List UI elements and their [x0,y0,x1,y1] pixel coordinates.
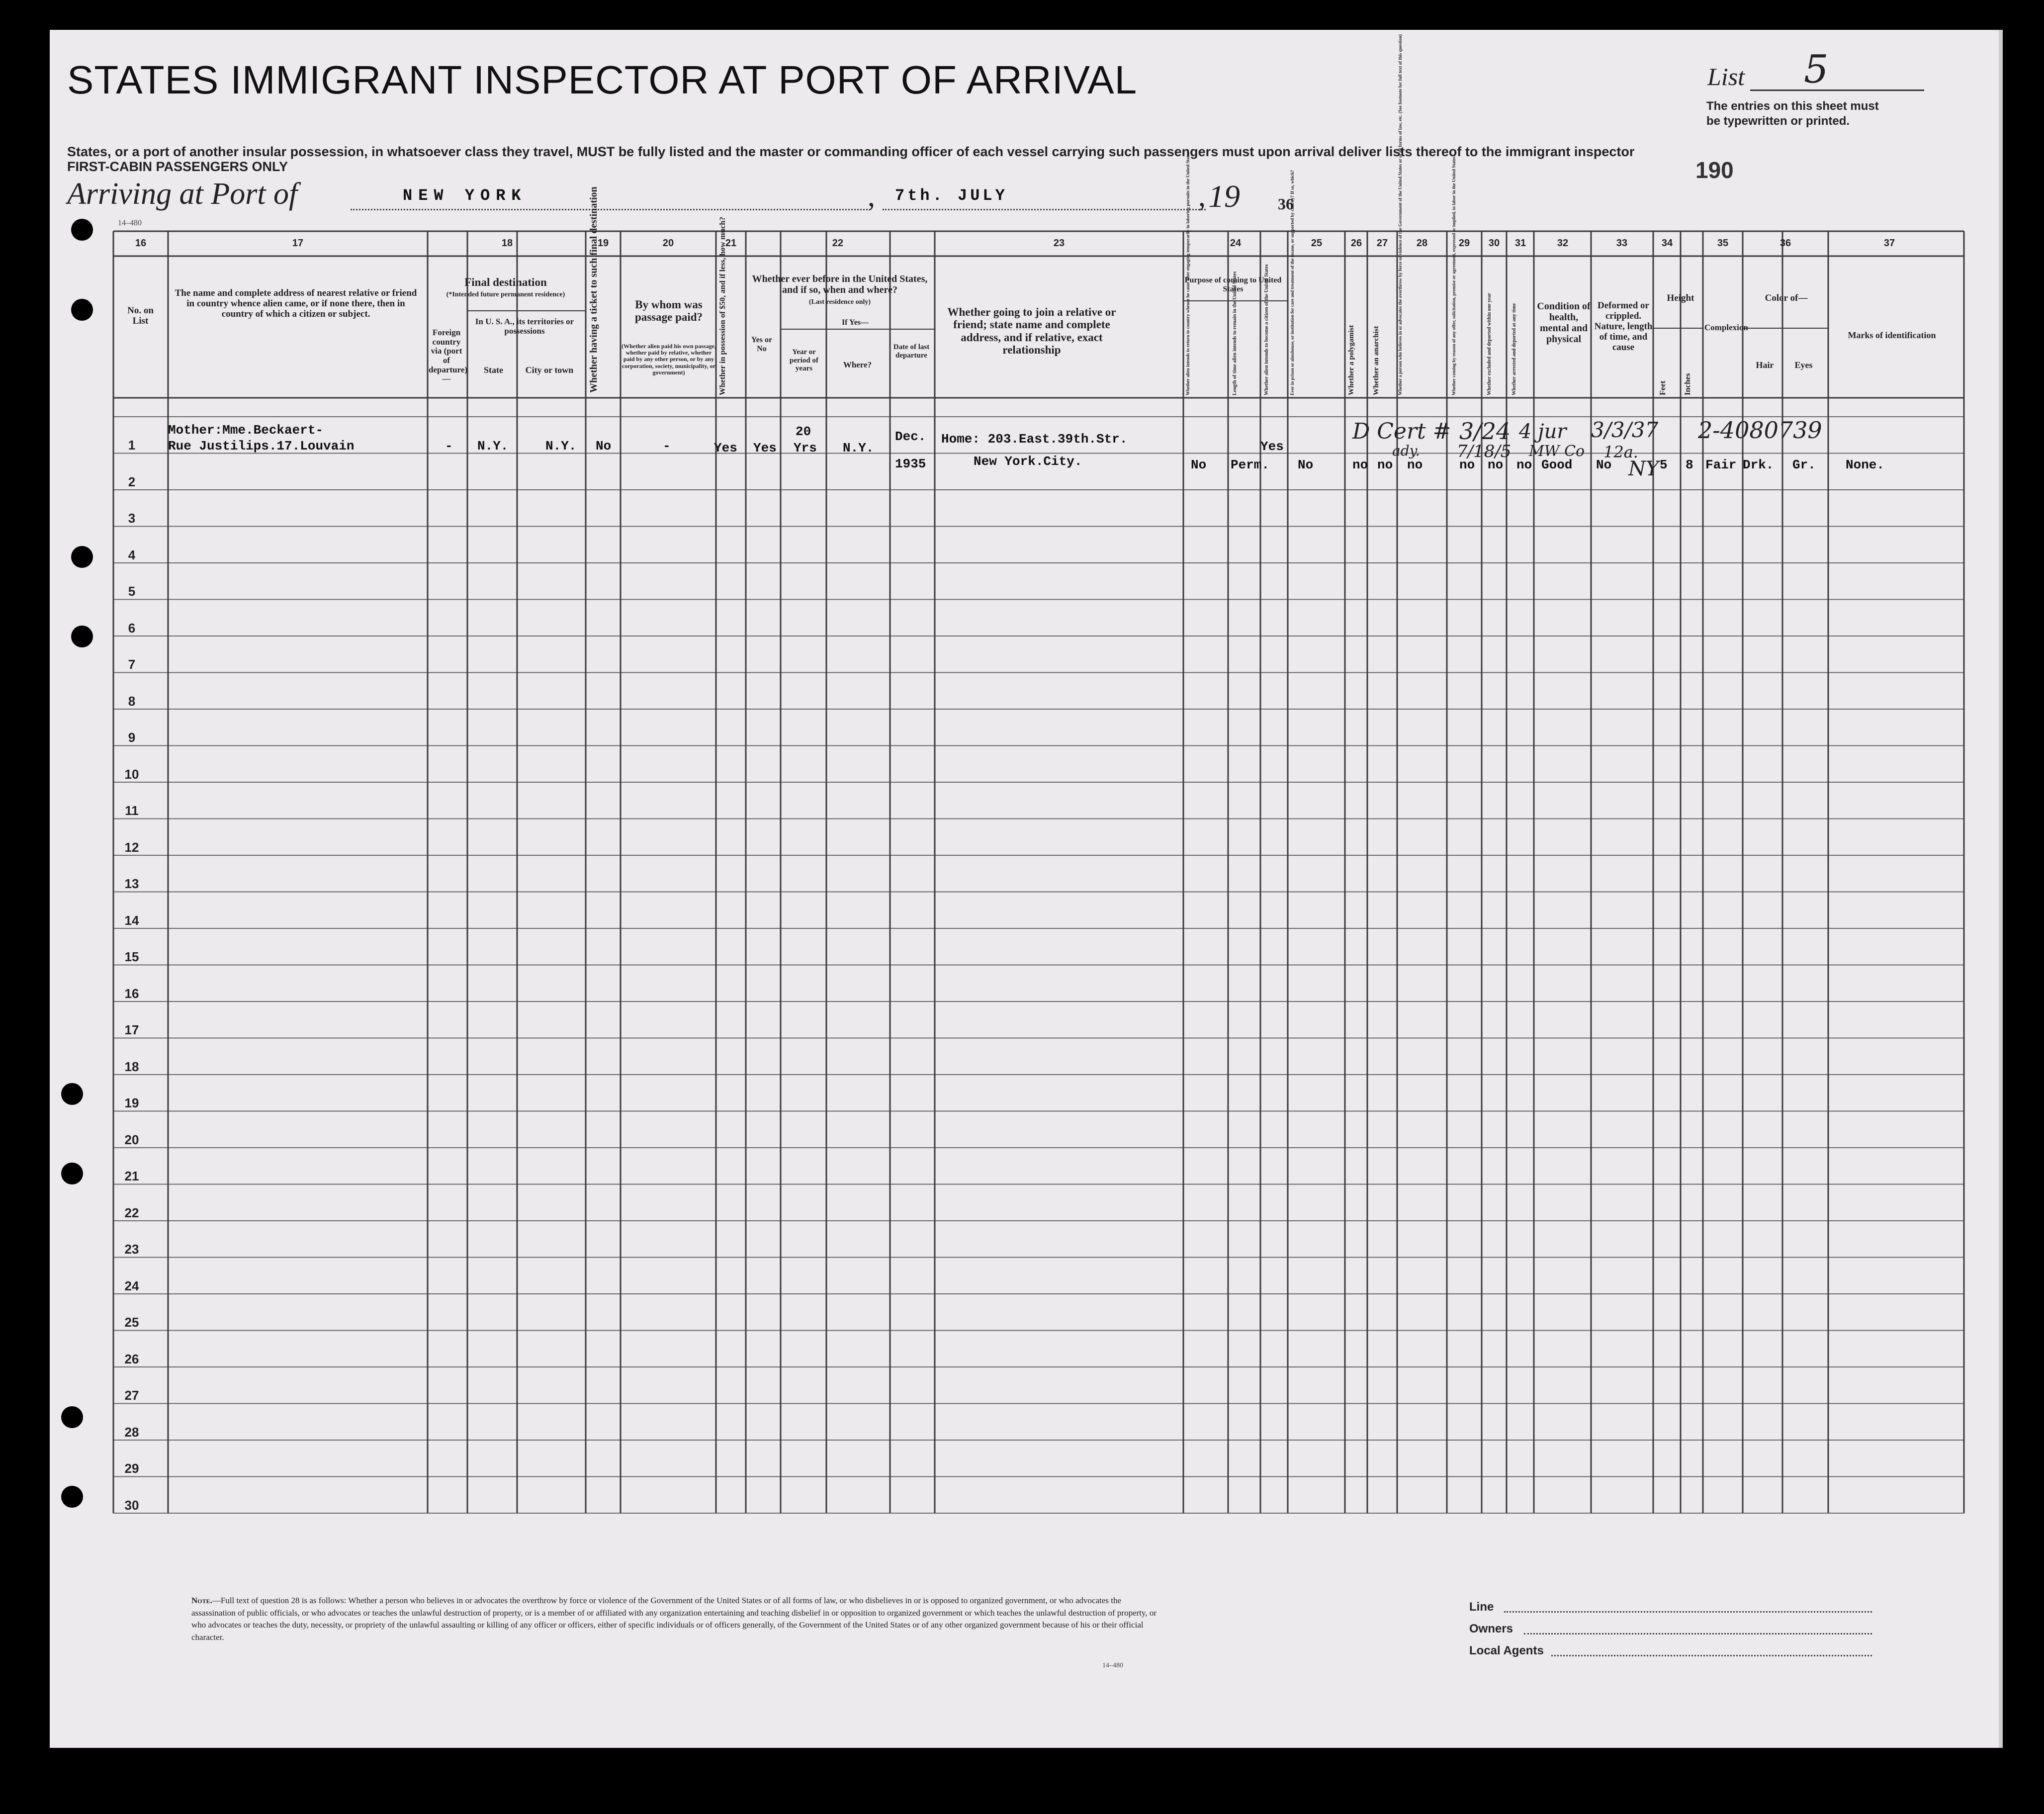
row-number: 20 [124,1132,139,1147]
footnote-text: —Full text of question 28 is as follows: Whether a person who believes in or advocates the overthrow by force or violence of the Government of the United States or of all forms of law, or who disbelieves in or is opposed to organized government, or who advocates the assassination of public officials, or who advocates or teaches the unlawful destruction of property, or is a member of or affiliated with any organization entertaining and teaching disbelief in or opposition to organized government or which teaches the unlawful destruction of property, or who advocates or teaches the duty, necessity, or propriety of the unlawful assaulting or killing of any officer or officers, either of specific individuals or of officers generally, of the Government of the United States or of any other organized government because of his or their official character. [191,1596,1157,1642]
header-color-of: Color of— [1765,293,1808,303]
column-number: 32 [1557,238,1569,249]
column-number: 31 [1514,238,1526,249]
handwritten-date: 3/3/37 [1591,418,1659,442]
row-number: 2 [128,474,136,489]
header-polygamist: Whether a polygamist [1347,325,1355,395]
row-number: 9 [128,730,136,745]
header-ever-before: Whether ever before in the United States, and if so, when and where? [752,273,928,295]
header-no-on-list: No. on List [127,305,154,326]
joining-line1: Home: 203.East.39th.Str. [941,432,1128,447]
before-years-value: 20 [796,424,811,439]
line-field [1504,1611,1872,1613]
header-ticket: Whether having a ticket to such final destination [588,186,599,393]
anarchist-value: no [1377,457,1393,472]
handwritten-note: NY [1628,457,1659,480]
header-return-intent: Whether alien intends to return to country whence he came after engaging temporarily in laboring pursuits in the United States [1185,152,1190,395]
citizen-intent-value: Yes [1260,439,1284,454]
header-anarchist: Whether an anarchist [1372,326,1380,395]
row-number: 14 [124,912,139,928]
hair-value: Drk. [1743,457,1774,472]
row-number: 27 [124,1388,139,1403]
row-number: 6 [128,620,136,635]
header-final-destination-note: (*Intended future permanent residence) [446,291,565,298]
list-label: List [1707,63,1745,91]
relative-line1: Mother:Mme.Beckaert- [168,423,324,438]
list-number: 5 [1804,47,1829,92]
column-number: 36 [1779,238,1791,249]
row-number: 15 [124,949,139,964]
row-number: 28 [124,1424,139,1440]
marks-value: None. [1846,457,1885,472]
header-passage-paid: By whom was passage paid? [634,298,703,324]
inches-value: 8 [1686,457,1693,472]
header-height: Height [1667,293,1694,303]
row-number: 11 [125,803,139,818]
column-number: 37 [1883,238,1895,249]
comma: , [1198,180,1206,212]
form-subtitle: States, or a port of another insular possession, in whatsoever class they travel, MUST be fully listed and the master or commanding officer of each vessel carrying such passengers must upon arrival deliver lists thereof to the immigrant inspector [67,144,1635,159]
header-foreign-country: Foreign country via (port of departure)— [429,328,468,384]
header-inches: Inches [1684,373,1692,395]
header-joining: Whether going to join a relative or friend; state name and complete address, and if relative, exact relationship [947,306,1116,356]
row-number: 29 [124,1461,139,1476]
header-year-period: Year or period of years [790,348,818,372]
foreign-via: - [445,439,453,454]
date-value: 7th. JULY [895,186,1008,205]
agents-label: Local Agents [1469,1644,1544,1657]
health-value: Good [1541,457,1573,472]
row-number: 23 [124,1242,139,1257]
row-number: 22 [124,1205,139,1220]
row-number: 18 [124,1059,139,1074]
ticket-value: No [596,439,612,454]
row-number: 8 [128,693,136,709]
row-number: 13 [124,876,139,891]
column-number: 16 [135,238,147,249]
header-citizen-intent: Whether alien intends to become a citizen of the United States [1264,264,1269,395]
footnote-label: Note. [191,1596,212,1605]
column-number: 20 [662,238,674,249]
header-deformed: Deformed or crippled. Nature, length of time, and cause [1594,300,1653,353]
column-number: 28 [1416,238,1428,249]
row-number: 19 [124,1095,139,1110]
row-number: 21 [124,1169,139,1183]
dest-city: N.Y. [545,439,577,454]
prison-value: No [1298,457,1314,472]
row-number: 10 [124,766,139,782]
column-number: 29 [1458,238,1470,249]
header-city: City or town [525,365,574,375]
column-number: 27 [1376,238,1388,249]
handwritten-date: 7/18/5 [1457,442,1511,461]
header-offer-labor: Whether coming by reason of any offer, solicitation, promise or agreement, expressed or implied, to labor in the United States [1451,156,1456,395]
deformed-value: No [1596,457,1612,472]
header-purpose: Purpose of coming to United States [1184,276,1282,293]
header-overthrow: Whether a person who believes in or advocates the overthrow by force or violence of the Government of the United States or of all forms of law, etc. (See footnote for full text of this question) [1398,34,1403,395]
header-length-stay: Length of time alien intends to remain in the United States [1232,271,1238,395]
row-number: 26 [124,1351,139,1366]
before-years-unit: Yrs [794,441,817,455]
header-date-departure: Date of last departure [893,343,930,360]
year-suffix: 36 [1278,195,1294,213]
header-relative: The name and complete address of nearest relative or friend in country whence alien came, or if none there, then in country of which a citizen or subject. [175,288,417,319]
handwritten-cert: D Cert # [1352,419,1451,444]
header-yes-no: Yes or No [751,336,773,353]
form-number: 14–480 [1102,1662,1123,1669]
column-number: 30 [1488,238,1500,249]
row-number: 12 [124,839,139,855]
header-complexion: Complexion [1704,323,1748,332]
header-marks: Marks of identification [1848,330,1936,340]
offer-labor-value: no [1459,457,1475,472]
port-value: NEW YORK [403,186,527,205]
before-where-value: N.Y. [843,441,874,455]
column-number: 26 [1350,238,1362,249]
header-arrested: Whether arrested and deported at any time [1511,303,1517,395]
header-hair: Hair [1756,360,1774,370]
eyes-value: Gr. [1792,457,1816,472]
comma: , [868,180,875,212]
header-final-destination: Final destination [464,276,547,288]
column-number: 22 [832,238,844,249]
header-passage-paid-note: (Whether alien paid his own passage, whether paid by relative, whether paid by any other person, or by any corporation, society, municipality, or government) [622,343,716,376]
footnote [191,1595,1166,1644]
typed-note: be typewritten or printed. [1706,114,1850,128]
page-number: 190 [1695,157,1734,183]
complexion-value: Fair [1705,457,1737,472]
header-state: State [484,365,503,375]
line-label: Line [1469,1600,1494,1614]
row-number: 30 [124,1497,139,1513]
header-ever-before-note: (Last residence only) [808,298,871,306]
header-health: Condition of health, mental and physical [1537,301,1591,345]
handwritten-note: 4 jur [1519,420,1567,443]
form-code: 14–480 [118,219,142,227]
handwritten-date: 3/24 [1459,418,1511,445]
column-number: 18 [501,238,513,249]
column-number: 24 [1230,238,1242,249]
row-number: 17 [124,1022,139,1037]
year-prefix: 19 [1208,179,1240,214]
joining-line2: New York.City. [974,454,1082,469]
polygamist-value: no [1352,457,1368,472]
arriving-label: Arriving at Port of [67,177,298,211]
row-number: 16 [124,986,139,1001]
form-class: FIRST-CABIN PASSENGERS ONLY [67,159,288,174]
before-yesno-value: Yes [753,441,777,455]
header-if-yes: If Yes— [841,318,869,327]
row-number: 1 [128,438,136,453]
handwritten-note: ady. [1392,443,1420,459]
header-where: Where? [843,360,872,369]
money-50-value: Yes [714,441,737,455]
excluded-value: no [1488,457,1504,472]
header-eyes: Eyes [1794,360,1813,370]
header-excluded: Whether excluded and deported within one year [1487,293,1492,395]
row-number: 7 [128,657,136,672]
header-feet: Feet [1659,380,1667,395]
passage-paid-value: - [663,439,671,454]
header-money-50: Whether in possession of $50, and if less, how much? [718,216,727,395]
arrested-value: no [1516,457,1532,472]
agents-field [1551,1655,1872,1656]
column-number: 34 [1661,238,1673,249]
header-in-usa: In U. S. A., its territories or possessions [475,317,574,336]
length-stay-value: Perm. [1231,457,1270,472]
owners-field [1524,1633,1872,1634]
column-number: 17 [292,238,304,249]
row-number: 24 [124,1278,139,1293]
owners-label: Owners [1469,1622,1513,1635]
last-departure-year: 1935 [895,456,926,471]
overthrow-value: no [1407,457,1423,472]
column-number: 21 [725,238,737,249]
dest-state: N.Y. [477,439,509,454]
column-number: 33 [1616,238,1628,249]
handwritten-note: MW Co [1529,443,1585,460]
column-number: 23 [1053,238,1065,249]
row-number: 5 [128,584,136,599]
return-intent-value: No [1191,457,1207,472]
relative-line2: Rue Justilips.17.Louvain [168,439,355,454]
handwritten-cert-number: 2-4080739 [1698,417,1822,444]
column-number: 19 [597,238,609,249]
header-prison: Ever in prison or almshouse, or institution for care and treatment of the insane, or supported by charity? If so, which? [1290,170,1295,395]
feet-value: 5 [1660,457,1668,472]
column-number: 35 [1717,238,1729,249]
row-number: 3 [128,511,136,526]
form-title: STATES IMMIGRANT INSPECTOR AT PORT OF ARRIVAL [67,58,1138,102]
handwritten-note: 12a. [1603,443,1638,461]
last-departure-month: Dec. [895,429,926,444]
column-number: 25 [1311,238,1323,249]
row-number: 25 [124,1315,139,1330]
typed-note: The entries on this sheet must [1706,99,1879,113]
row-number: 4 [128,547,136,562]
